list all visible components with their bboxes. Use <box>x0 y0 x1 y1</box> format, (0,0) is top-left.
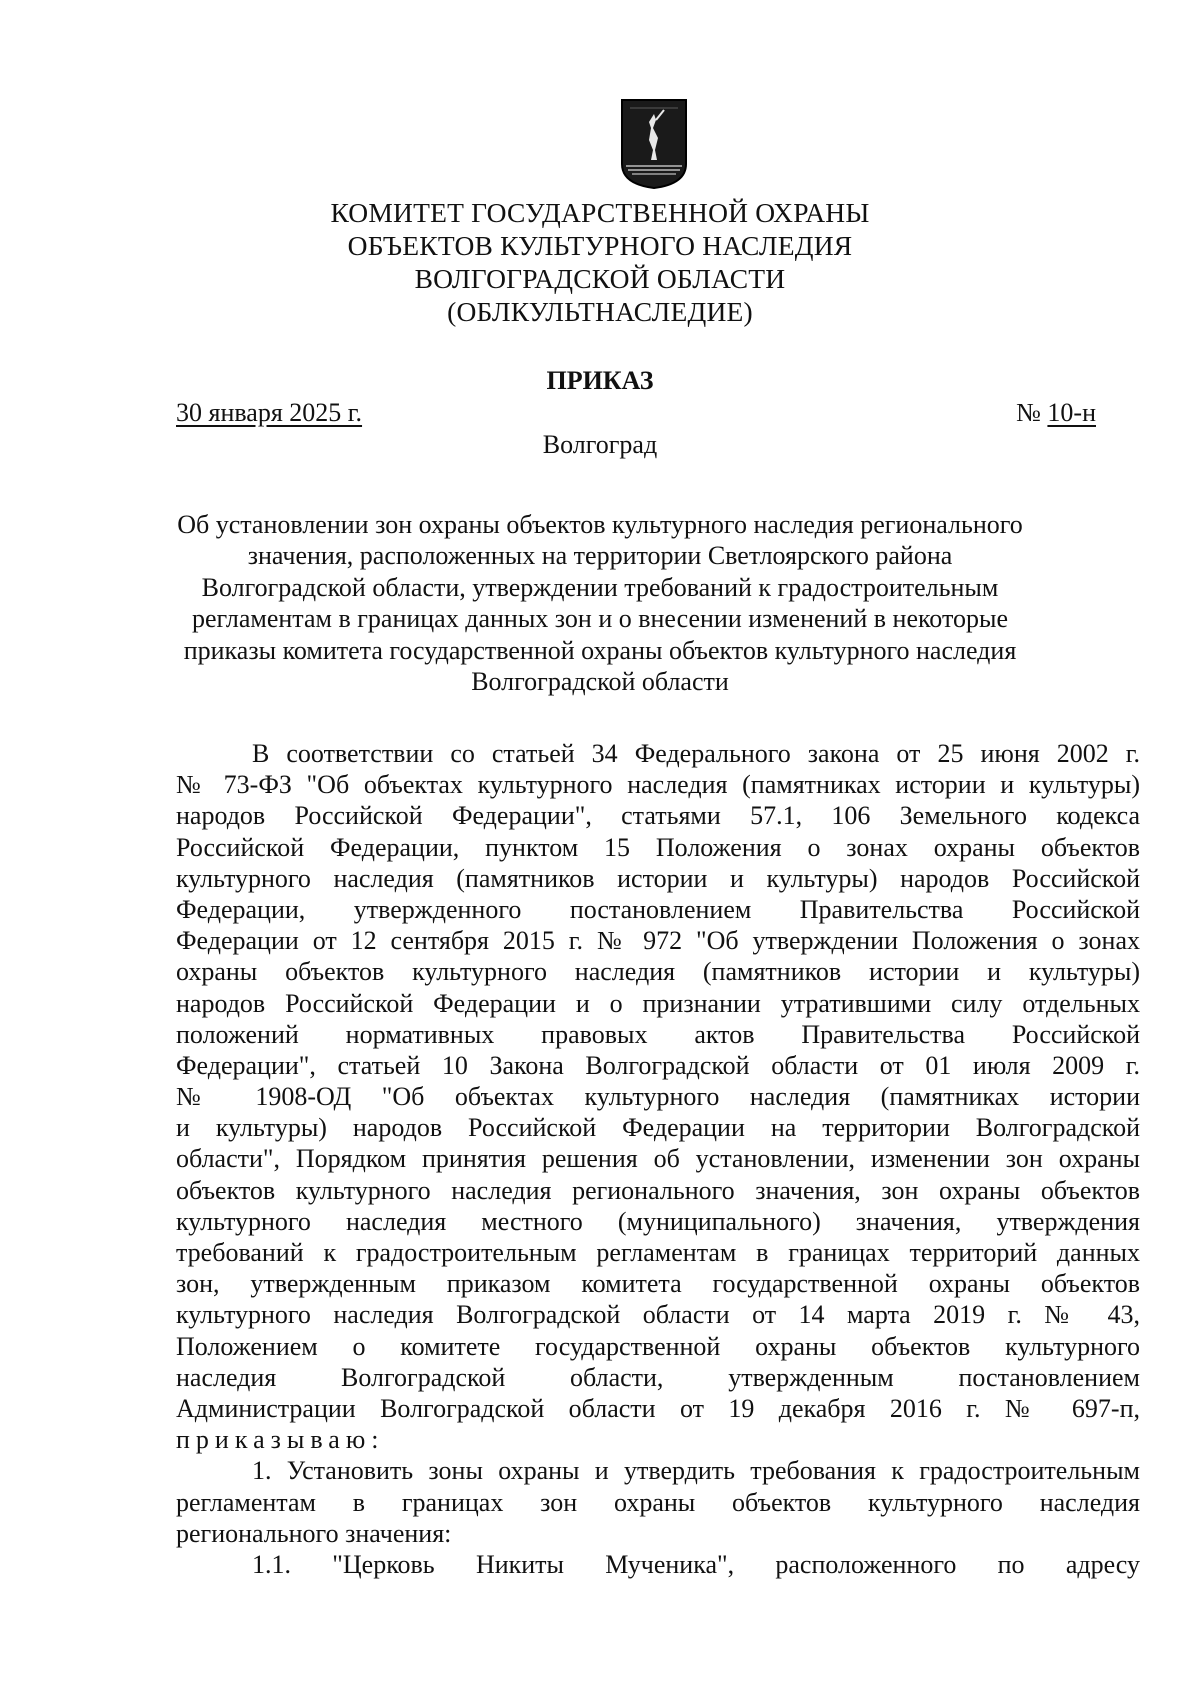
body-line: требований к градостроительным регламентам в границах территорий данных <box>176 1238 1140 1267</box>
subject-line: Об установлении зон охраны объектов культурного наследия регионального <box>177 510 1023 539</box>
number-prefix: № <box>1016 398 1048 427</box>
order-body <box>176 738 1140 1580</box>
body-line: Положением о комитете государственной охраны объектов культурного <box>176 1331 1140 1361</box>
body-line: Федерации", статьей 10 Закона Волгоградской области от 01 июля 2009 г. <box>176 1050 1140 1080</box>
body-line: 1.1. "Церковь Никиты Мученика", расположенного по адресу <box>252 1549 1140 1579</box>
body-line: культурного наследия (памятников истории и культуры) народов Российской <box>176 863 1140 893</box>
body-line: Федерации от 12 сентября 2015 г. № 972 "Об утверждении Положения о зонах <box>176 926 1140 956</box>
body-line: Российской Федерации, пунктом 15 Положения о зонах охраны объектов <box>176 832 1140 862</box>
subject-line: значения, расположенных на территории Светлоярского района <box>247 541 953 571</box>
subject-line: Волгоградской области <box>471 667 729 697</box>
org-line: (ОБЛКУЛЬТНАСЛЕДИЕ) <box>447 296 753 327</box>
body-line: 1. Установить зоны охраны и утвердить требования к градостроительным <box>252 1456 1140 1486</box>
organization-name <box>0 196 1200 328</box>
body-line-order-word: приказываю: <box>176 1425 385 1455</box>
body-line: положений нормативных правовых актов Правительства Российской <box>176 1019 1140 1049</box>
body-line: наследия Волгоградской области, утвержденным постановлением <box>176 1362 1140 1392</box>
subject-line: приказы комитета государственной охраны объектов культурного наследия <box>183 635 1017 665</box>
order-city: Волгоград <box>542 430 658 459</box>
body-line: области", Порядком принятия решения об установлении, изменении зон охраны <box>176 1144 1140 1174</box>
document-title: ПРИКАЗ <box>546 366 654 395</box>
body-line: и культуры) народов Российской Федерации на территории Волгоградской <box>176 1113 1140 1143</box>
body-line: регионального значения: <box>176 1518 452 1548</box>
org-line: ВОЛГОГРАДСКОЙ ОБЛАСТИ <box>414 263 786 294</box>
body-line: культурного наследия местного (муниципального) значения, утверждения <box>176 1206 1140 1236</box>
coat-of-arms-icon <box>620 98 688 190</box>
order-number <box>1016 398 1096 428</box>
body-line: № 1908-ОД "Об объектах культурного наследия (памятниках истории <box>176 1082 1140 1112</box>
body-line: народов Российской Федерации", статьями 57.1, 106 Земельного кодекса <box>176 801 1140 831</box>
order-subject <box>150 509 1050 697</box>
number-value: 10-н <box>1047 398 1096 427</box>
body-line: Федерации, утвержденного постановлением Правительства Российской <box>176 894 1140 924</box>
body-line: охраны объектов культурного наследия (памятников истории и культуры) <box>176 957 1140 987</box>
order-date: 30 января 2025 г. <box>176 398 363 427</box>
body-line: В соответствии со статьей 34 Федерального закона от 25 июня 2002 г. <box>252 739 1140 768</box>
subject-line: Волгоградской области, утверждении требований к градостроительным <box>201 572 999 602</box>
body-line: № 73-ФЗ "Об объектах культурного наследия (памятниках истории и культуры) <box>176 770 1140 800</box>
subject-line: регламентам в границах данных зон и о внесении изменений в некоторые <box>191 604 1008 634</box>
org-line: ОБЪЕКТОВ КУЛЬТУРНОГО НАСЛЕДИЯ <box>347 230 853 261</box>
org-line: КОМИТЕТ ГОСУДАРСТВЕННОЙ ОХРАНЫ <box>330 197 870 228</box>
body-line: регламентам в границах зон охраны объектов культурного наследия <box>176 1487 1140 1517</box>
body-line: культурного наследия Волгоградской области от 14 марта 2019 г. № 43, <box>176 1300 1140 1330</box>
body-line: народов Российской Федерации и о признании утратившими силу отдельных <box>176 988 1140 1018</box>
body-line: объектов культурного наследия регионального значения, зон охраны объектов <box>176 1175 1140 1205</box>
body-line: Администрации Волгоградской области от 19 декабря 2016 г. № 697-п, <box>176 1393 1140 1423</box>
body-line: зон, утвержденным приказом комитета государственной охраны объектов <box>176 1269 1140 1299</box>
